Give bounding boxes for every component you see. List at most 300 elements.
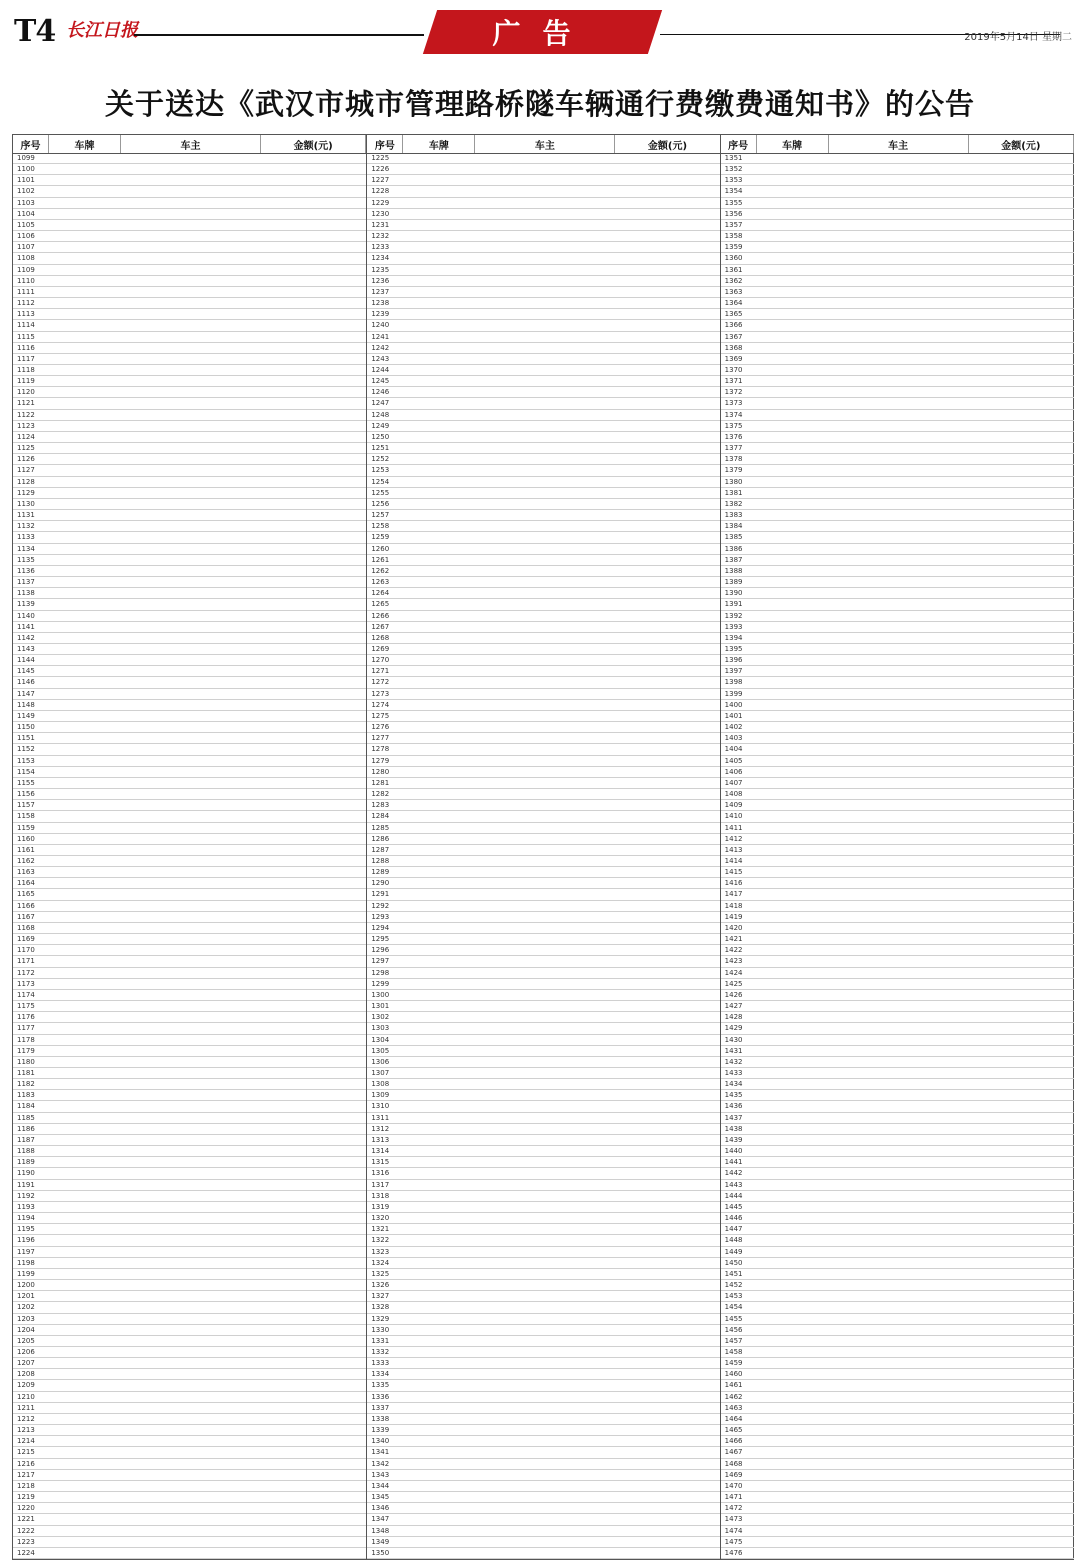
column-header: 金额(元) [969,135,1074,153]
table-row: 1272 [367,677,720,688]
table-row: 1423 [721,956,1074,967]
table-row: 1105 [13,220,366,231]
table-row: 1363 [721,287,1074,298]
table-row: 1372 [721,387,1074,398]
table-row: 1205 [13,1336,366,1347]
table-row: 1271 [367,666,720,677]
table-row: 1369 [721,354,1074,365]
table-row: 1448 [721,1235,1074,1246]
table-row: 1310 [367,1101,720,1112]
table-row: 1218 [13,1481,366,1492]
table-row: 1348 [367,1526,720,1537]
table-row: 1124 [13,432,366,443]
table-row: 1459 [721,1358,1074,1369]
table-row: 1365 [721,309,1074,320]
table-row: 1432 [721,1057,1074,1068]
table-row: 1433 [721,1068,1074,1079]
table-row: 1332 [367,1347,720,1358]
table-row: 1345 [367,1492,720,1503]
table-row: 1278 [367,744,720,755]
table-row: 1135 [13,555,366,566]
table-row: 1312 [367,1124,720,1135]
table-row: 1347 [367,1514,720,1525]
header-rule-left [134,34,424,36]
table-row: 1300 [367,990,720,1001]
table-row: 1446 [721,1213,1074,1224]
table-row: 1447 [721,1224,1074,1235]
column-header: 车主 [475,135,615,153]
table-row: 1117 [13,354,366,365]
table-row: 1439 [721,1135,1074,1146]
table-row: 1396 [721,655,1074,666]
table-row: 1415 [721,867,1074,878]
table-row: 1367 [721,332,1074,343]
table-row: 1394 [721,633,1074,644]
table-row: 1146 [13,677,366,688]
table-row: 1242 [367,343,720,354]
table-row: 1214 [13,1436,366,1447]
table-row: 1436 [721,1101,1074,1112]
table-row: 1453 [721,1291,1074,1302]
table-row: 1196 [13,1235,366,1246]
table-row: 1099 [13,153,366,164]
table-row: 1380 [721,477,1074,488]
table-row: 1467 [721,1447,1074,1458]
table-row: 1364 [721,298,1074,309]
table-row: 1266 [367,611,720,622]
table-row: 1217 [13,1470,366,1481]
table-row: 1264 [367,588,720,599]
table-row: 1231 [367,220,720,231]
table-row: 1412 [721,834,1074,845]
table-row: 1153 [13,756,366,767]
table-row: 1445 [721,1202,1074,1213]
table-row: 1335 [367,1380,720,1391]
table-row: 1410 [721,811,1074,822]
table-row: 1216 [13,1459,366,1470]
table-row: 1223 [13,1537,366,1548]
table-row: 1293 [367,912,720,923]
table-row: 1422 [721,945,1074,956]
table-row: 1251 [367,443,720,454]
table-row: 1473 [721,1514,1074,1525]
table-row: 1390 [721,588,1074,599]
table-row: 1172 [13,968,366,979]
issue-date: 2019年5月14日 星期二 [964,32,1072,43]
table-row: 1306 [367,1057,720,1068]
table-row: 1311 [367,1113,720,1124]
table-row: 1147 [13,689,366,700]
table-row: 1294 [367,923,720,934]
table-row: 1376 [721,432,1074,443]
table-row: 1240 [367,320,720,331]
table-row: 1113 [13,309,366,320]
table-row: 1401 [721,711,1074,722]
table-row: 1458 [721,1347,1074,1358]
table-row: 1451 [721,1269,1074,1280]
newspaper-logo: 长江日报 [66,20,138,41]
table-row: 1159 [13,823,366,834]
table-row: 1457 [721,1336,1074,1347]
table-row: 1163 [13,867,366,878]
table-rows [721,153,1074,1559]
table-row: 1235 [367,265,720,276]
table-row: 1238 [367,298,720,309]
table-row: 1317 [367,1180,720,1191]
table-row: 1145 [13,666,366,677]
table-row: 1230 [367,209,720,220]
table-row: 1460 [721,1369,1074,1380]
table-row: 1243 [367,354,720,365]
table-row: 1350 [367,1548,720,1559]
table-row: 1249 [367,421,720,432]
table-row: 1131 [13,510,366,521]
table-row: 1299 [367,979,720,990]
table-row: 1261 [367,555,720,566]
table-row: 1255 [367,488,720,499]
table-row: 1101 [13,175,366,186]
table-row: 1222 [13,1526,366,1537]
table-row: 1319 [367,1202,720,1213]
table-row: 1213 [13,1425,366,1436]
table-header [721,135,1074,154]
table-row: 1316 [367,1168,720,1179]
table-row: 1469 [721,1470,1074,1481]
table-row: 1303 [367,1023,720,1034]
table-row: 1160 [13,834,366,845]
table-row: 1324 [367,1258,720,1269]
table-row: 1301 [367,1001,720,1012]
table-row: 1379 [721,465,1074,476]
table-row: 1152 [13,744,366,755]
table-row: 1237 [367,287,720,298]
table-row: 1370 [721,365,1074,376]
table-row: 1465 [721,1425,1074,1436]
table-row: 1175 [13,1001,366,1012]
table-row: 1295 [367,934,720,945]
table-row: 1161 [13,845,366,856]
table-row: 1368 [721,343,1074,354]
table-row: 1178 [13,1035,366,1046]
table-row: 1452 [721,1280,1074,1291]
table-row: 1181 [13,1068,366,1079]
table-row: 1342 [367,1459,720,1470]
table-row: 1359 [721,242,1074,253]
table-row: 1226 [367,164,720,175]
table-row: 1133 [13,532,366,543]
table-row: 1392 [721,611,1074,622]
table-row: 1273 [367,689,720,700]
table-row: 1395 [721,644,1074,655]
table-row: 1128 [13,477,366,488]
column-header: 车牌 [403,135,475,153]
table-row: 1352 [721,164,1074,175]
table-row: 1274 [367,700,720,711]
table-row: 1257 [367,510,720,521]
table-row: 1466 [721,1436,1074,1447]
table-row: 1106 [13,231,366,242]
table-row: 1232 [367,231,720,242]
table-row: 1254 [367,477,720,488]
table-row: 1136 [13,566,366,577]
table-row: 1130 [13,499,366,510]
table-row: 1366 [721,320,1074,331]
table-row: 1388 [721,566,1074,577]
table-row: 1191 [13,1180,366,1191]
table-row: 1340 [367,1436,720,1447]
table-row: 1360 [721,253,1074,264]
table-row: 1193 [13,1202,366,1213]
table-row: 1455 [721,1314,1074,1325]
table-row: 1371 [721,376,1074,387]
column-header: 车牌 [757,135,829,153]
table-row: 1411 [721,823,1074,834]
table-row: 1456 [721,1325,1074,1336]
table-row: 1143 [13,644,366,655]
table-row: 1202 [13,1302,366,1313]
table-row: 1428 [721,1012,1074,1023]
table-row: 1132 [13,521,366,532]
table-row: 1443 [721,1180,1074,1191]
table-row: 1378 [721,454,1074,465]
table-row: 1418 [721,901,1074,912]
table-row: 1265 [367,599,720,610]
table-row: 1320 [367,1213,720,1224]
table-row: 1470 [721,1481,1074,1492]
table-row: 1253 [367,465,720,476]
table-row: 1115 [13,332,366,343]
table-row: 1339 [367,1425,720,1436]
table-row: 1195 [13,1224,366,1235]
table-row: 1449 [721,1247,1074,1258]
table-row: 1258 [367,521,720,532]
table-row: 1308 [367,1079,720,1090]
table-row: 1194 [13,1213,366,1224]
table-row: 1111 [13,287,366,298]
table-row: 1383 [721,510,1074,521]
table-block [366,135,720,1559]
table-row: 1399 [721,689,1074,700]
table-row: 1125 [13,443,366,454]
table-row: 1474 [721,1526,1074,1537]
announcement-title: 关于送达《武汉市城市管理路桥隧车辆通行费缴费通知书》的公告 [104,87,975,121]
table-row: 1104 [13,209,366,220]
table-row: 1381 [721,488,1074,499]
table-row: 1138 [13,588,366,599]
table-row: 1315 [367,1157,720,1168]
table-row: 1283 [367,800,720,811]
table-row: 1417 [721,889,1074,900]
table-row: 1476 [721,1548,1074,1559]
table-row: 1270 [367,655,720,666]
table-row: 1102 [13,186,366,197]
table-row: 1329 [367,1314,720,1325]
table-row: 1155 [13,778,366,789]
table-row: 1208 [13,1369,366,1380]
column-header: 车主 [121,135,261,153]
table-row: 1356 [721,209,1074,220]
table-row: 1468 [721,1459,1074,1470]
table-row: 1393 [721,622,1074,633]
table-row: 1438 [721,1124,1074,1135]
table-row: 1282 [367,789,720,800]
table-row: 1224 [13,1548,366,1559]
table-row: 1400 [721,700,1074,711]
table-row: 1250 [367,432,720,443]
table-row: 1338 [367,1414,720,1425]
table-row: 1228 [367,186,720,197]
table-row: 1170 [13,945,366,956]
table-row: 1374 [721,410,1074,421]
table-row: 1275 [367,711,720,722]
table-row: 1405 [721,756,1074,767]
table-row: 1116 [13,343,366,354]
table-row: 1262 [367,566,720,577]
table-row: 1162 [13,856,366,867]
table-row: 1185 [13,1113,366,1124]
table-row: 1110 [13,276,366,287]
table-row: 1409 [721,800,1074,811]
table-row: 1171 [13,956,366,967]
table-row: 1126 [13,454,366,465]
table-row: 1361 [721,265,1074,276]
table-row: 1386 [721,544,1074,555]
table-row: 1168 [13,923,366,934]
table-row: 1248 [367,410,720,421]
table-row: 1225 [367,153,720,164]
table-row: 1336 [367,1392,720,1403]
table-row: 1177 [13,1023,366,1034]
table-row: 1167 [13,912,366,923]
table-row: 1344 [367,1481,720,1492]
table-row: 1112 [13,298,366,309]
table-row: 1247 [367,398,720,409]
table-row: 1154 [13,767,366,778]
page-header [0,0,1080,68]
table-row: 1120 [13,387,366,398]
table-row: 1260 [367,544,720,555]
table-row: 1182 [13,1079,366,1090]
table-row: 1414 [721,856,1074,867]
table-row: 1174 [13,990,366,1001]
table-row: 1328 [367,1302,720,1313]
table-row: 1429 [721,1023,1074,1034]
table-row: 1150 [13,722,366,733]
table-row: 1259 [367,532,720,543]
table-row: 1187 [13,1135,366,1146]
table-header [367,135,720,154]
table-row: 1327 [367,1291,720,1302]
table-row: 1325 [367,1269,720,1280]
table-row: 1377 [721,443,1074,454]
section-banner [423,10,662,54]
table-row: 1461 [721,1380,1074,1391]
table-row: 1434 [721,1079,1074,1090]
table-row: 1173 [13,979,366,990]
table-row: 1269 [367,644,720,655]
table-row: 1343 [367,1470,720,1481]
table-row: 1464 [721,1414,1074,1425]
table-header [13,135,366,154]
table-row: 1164 [13,878,366,889]
table-row: 1137 [13,577,366,588]
table-row: 1215 [13,1447,366,1458]
table-row: 1252 [367,454,720,465]
table-row: 1454 [721,1302,1074,1313]
table-row: 1331 [367,1336,720,1347]
table-row: 1385 [721,532,1074,543]
table-row: 1419 [721,912,1074,923]
table-row: 1420 [721,923,1074,934]
table-row: 1268 [367,633,720,644]
table-row: 1407 [721,778,1074,789]
table-row: 1382 [721,499,1074,510]
table-row: 1144 [13,655,366,666]
table-row: 1362 [721,276,1074,287]
table-row: 1357 [721,220,1074,231]
table-row: 1349 [367,1537,720,1548]
table-row: 1426 [721,990,1074,1001]
table-row: 1210 [13,1392,366,1403]
page-number: T4 [14,14,56,49]
table-row: 1245 [367,376,720,387]
table-row: 1100 [13,164,366,175]
table-row: 1103 [13,198,366,209]
table-row: 1129 [13,488,366,499]
table-row: 1472 [721,1503,1074,1514]
table-row: 1149 [13,711,366,722]
table-row: 1176 [13,1012,366,1023]
table-row: 1180 [13,1057,366,1068]
table-row: 1263 [367,577,720,588]
table-row: 1203 [13,1314,366,1325]
table-row: 1398 [721,677,1074,688]
table-row: 1156 [13,789,366,800]
table-row: 1184 [13,1101,366,1112]
table-row: 1183 [13,1090,366,1101]
column-header: 序号 [13,135,49,153]
table-row: 1304 [367,1035,720,1046]
table-row: 1207 [13,1358,366,1369]
table-row: 1289 [367,867,720,878]
table-row: 1397 [721,666,1074,677]
table-row: 1290 [367,878,720,889]
table-row: 1321 [367,1224,720,1235]
table-row: 1151 [13,733,366,744]
column-header: 金额(元) [261,135,366,153]
table-row: 1337 [367,1403,720,1414]
table-row: 1166 [13,901,366,912]
table-row: 1424 [721,968,1074,979]
table-row: 1192 [13,1191,366,1202]
table-row: 1462 [721,1392,1074,1403]
table-row: 1323 [367,1247,720,1258]
table-row: 1408 [721,789,1074,800]
table-row: 1256 [367,499,720,510]
table-row: 1431 [721,1046,1074,1057]
table-row: 1127 [13,465,366,476]
table-row: 1241 [367,332,720,343]
table-row: 1384 [721,521,1074,532]
table-row: 1322 [367,1235,720,1246]
table-row: 1389 [721,577,1074,588]
table-row: 1318 [367,1191,720,1202]
table-row: 1108 [13,253,366,264]
table-row: 1140 [13,611,366,622]
table-row: 1341 [367,1447,720,1458]
table-row: 1139 [13,599,366,610]
table-row: 1440 [721,1146,1074,1157]
